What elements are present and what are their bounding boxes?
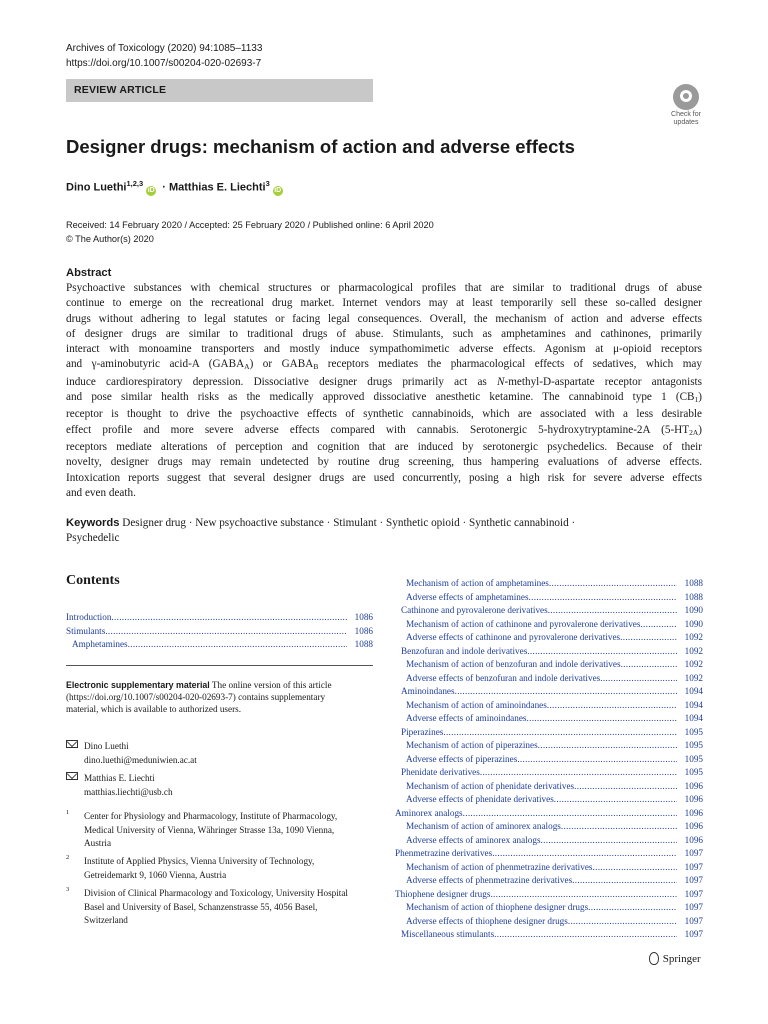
- email-icon: [66, 740, 78, 748]
- author-name[interactable]: Dino Luethi: [66, 181, 127, 194]
- toc-leader-dots: [492, 847, 677, 861]
- subscript: 2A: [689, 427, 699, 437]
- abstract-line: drugs without adhering to legal statutes or facing legal consequences. Overall, the mechanism of action and adverse effects: [66, 312, 702, 325]
- toc-entry-title: Aminorex analogs: [395, 807, 463, 818]
- toc-entry-page: 1095: [684, 740, 703, 750]
- toc-entry-title: Mechanism of action of benzofuran and indole derivatives: [406, 659, 621, 669]
- toc-leader-dots: [494, 928, 677, 942]
- toc-leader-dots: [568, 915, 677, 929]
- toc-entry-page: 1092: [684, 632, 703, 642]
- journal-header: [66, 41, 262, 71]
- toc-entry[interactable]: [395, 672, 703, 686]
- abstract-line: [66, 423, 702, 440]
- toc-entry-title: Mechanism of action of phenidate derivatives: [406, 780, 575, 791]
- abstract-text: ) or GABA: [249, 358, 314, 371]
- author-affiliation-ref: 1,2,3: [126, 179, 144, 188]
- toc-entry-title: Adverse effects of benzofuran and indole derivatives: [406, 672, 601, 683]
- toc-entry-page: 1092: [684, 672, 703, 683]
- affiliation-number: 2: [66, 854, 70, 861]
- article-type-badge: [66, 79, 373, 102]
- keywords-label: Keywords: [66, 517, 120, 529]
- check-updates-line1: Check for: [671, 111, 701, 118]
- toc-leader-dots: [105, 625, 347, 639]
- toc-entry-page: 1094: [684, 699, 703, 710]
- toc-entry-title: Benzofuran and indole derivatives: [401, 645, 528, 656]
- abstract-body: [66, 281, 702, 501]
- subscript: 1: [694, 395, 699, 405]
- abstract-line: Psychoactive substances with chemical structures or pharmacological profiles that are similar to traditional drugs of abuse: [66, 282, 702, 294]
- contact-name: Matthias E. Liechti: [84, 773, 155, 783]
- toc-entry-page: 1097: [684, 915, 703, 926]
- toc-entry-title: Introduction: [66, 612, 112, 622]
- toc-entry[interactable]: [395, 820, 703, 834]
- toc-leader-dots: [111, 611, 347, 625]
- toc-entry-page: 1097: [684, 929, 703, 939]
- toc-entry[interactable]: [395, 874, 703, 888]
- toc-entry-title: Aminoindanes: [401, 686, 455, 696]
- toc-entry[interactable]: [395, 699, 703, 713]
- toc-entry-page: 1097: [684, 902, 703, 912]
- toc-entry[interactable]: [395, 739, 703, 753]
- toc-entry-page: 1095: [684, 767, 703, 777]
- author-name[interactable]: Matthias E. Liechti: [168, 181, 266, 194]
- abstract-line: of designer drugs are similar to traditional drugs of abuse. Stimulants, such as amphetamines and cathinones, primarily: [66, 327, 702, 340]
- toc-entry-title: Mechanism of action of piperazines: [406, 740, 538, 750]
- affiliation-number: 3: [66, 886, 70, 893]
- toc-entry[interactable]: [66, 625, 373, 639]
- toc-entry[interactable]: [395, 766, 703, 780]
- affiliation-text: Center for Physiology and Pharmacology, Institute of Pharmacology, Medical University of Vienna, Währinger Strasse 13a, 1090 Vienna, Austria: [84, 811, 338, 848]
- toc-entry[interactable]: [395, 658, 703, 672]
- subscript: B: [313, 362, 319, 372]
- toc-leader-dots: [621, 658, 677, 672]
- toc-leader-dots: [620, 631, 677, 645]
- toc-leader-dots: [128, 638, 347, 652]
- toc-leader-dots: [588, 901, 677, 915]
- toc-entry-title: Adverse effects of aminorex analogs: [406, 834, 541, 845]
- abstract-line: [66, 375, 702, 390]
- check-for-updates-button[interactable]: [665, 84, 707, 126]
- abstract-text: and pose similar health risks as the medically approved dissociative anesthetic ketamine. The cannabinoid type 1 (CB: [66, 391, 695, 404]
- keywords-text: Psychedelic: [66, 532, 120, 545]
- toc-entry-page: 1096: [684, 794, 703, 804]
- affiliation-number: 1: [66, 809, 70, 816]
- toc-entry-title: Adverse effects of phenmetrazine derivatives: [406, 875, 573, 885]
- toc-entry-page: 1096: [684, 821, 703, 831]
- abstract-text: receptors mediates the pharmacological effects of sedatives, which may: [318, 358, 702, 371]
- abstract-line: receptor is thought to drive the psychoactive effects of synthetic cannabinoids, which are associated with a less desirable: [66, 408, 702, 421]
- toc-entry-title: Mechanism of action of cathinone and pyrovalerone derivatives: [406, 618, 641, 629]
- check-updates-icon: [673, 84, 699, 110]
- toc-entry-title: Mechanism of action of aminorex analogs: [406, 821, 561, 831]
- toc-leader-dots: [572, 874, 677, 888]
- publisher-name: Springer: [662, 953, 701, 965]
- toc-entry[interactable]: [395, 901, 703, 915]
- contact-author[interactable]: [66, 771, 366, 799]
- toc-leader-dots: [490, 888, 677, 902]
- abstract-text: and γ-aminobutyric acid-A (GABA: [66, 358, 245, 371]
- toc-entry-page: 1092: [684, 645, 703, 656]
- toc-entry-title: Mechanism of action of amphetamines: [406, 578, 549, 588]
- toc-leader-dots: [455, 685, 677, 699]
- affiliation-text: Division of Clinical Pharmacology and Toxicology, University Hospital Basel and University of Basel, Schanzenstrasse 55, 4056 Basel, Switzerland: [84, 888, 348, 925]
- toc-entry[interactable]: [395, 793, 703, 807]
- abstract-line: continue to emerge on the recreational drug market. Internet vendors may at least temporarily sell these so-called designer: [66, 297, 702, 310]
- abstract-italic: N: [497, 375, 505, 388]
- article-type-label: REVIEW ARTICLE: [74, 84, 167, 96]
- toc-leader-dots: [527, 645, 677, 659]
- orcid-icon[interactable]: iD: [274, 186, 282, 194]
- toc-entry-title: Piperazines: [401, 726, 444, 737]
- toc-entry-title: Miscellaneous stimulants: [401, 929, 495, 939]
- abstract-heading: Abstract: [66, 267, 112, 279]
- toc-entry-page: 1096: [684, 780, 703, 791]
- author-separator: ·: [162, 181, 166, 194]
- abstract-text: induce cardiorespiratory depression. Dissociative designer drugs primarily act as: [66, 375, 498, 388]
- affiliation: [66, 855, 366, 883]
- toc-leader-dots: [527, 712, 677, 726]
- abstract-line: [66, 390, 702, 407]
- toc-entry-page: 1088: [354, 639, 373, 649]
- toc-entry-title: Adverse effects of aminoindanes: [406, 713, 527, 723]
- toc-entry-title: Stimulants: [66, 625, 106, 636]
- affiliation: [66, 887, 366, 929]
- toc-entry[interactable]: [395, 712, 703, 726]
- toc-leader-dots: [574, 780, 677, 794]
- toc-leader-dots: [538, 739, 677, 753]
- toc-leader-dots: [640, 618, 677, 632]
- toc-entry-page: 1095: [684, 753, 703, 764]
- toc-entry-page: 1097: [684, 888, 703, 899]
- toc-entry-page: 1086: [354, 625, 373, 636]
- abstract-text: -methyl-D-aspartate receptor antagonists: [504, 375, 703, 388]
- toc-leader-dots: [517, 753, 677, 767]
- toc-entry[interactable]: [395, 645, 703, 659]
- abstract-line: interact with monoamine transporters and mostly induce sympathomimetic adverse effects. Agonism at μ-opioid receptors: [66, 343, 702, 356]
- contact-email[interactable]: dino.luethi@meduniwien.ac.at: [84, 755, 197, 765]
- toc-entry[interactable]: [395, 685, 703, 699]
- toc-entry-title: Adverse effects of piperazines: [406, 753, 518, 764]
- journal-doi[interactable]: https://doi.org/10.1007/s00204-020-02693-7: [66, 58, 262, 69]
- toc-entry[interactable]: [395, 753, 703, 767]
- orcid-icon[interactable]: iD: [147, 186, 155, 194]
- toc-entry[interactable]: [395, 807, 703, 821]
- email-icon: [66, 772, 78, 780]
- dates-line: Received: 14 February 2020 / Accepted: 25 February 2020 / Published online: 6 April 2020: [66, 220, 434, 230]
- toc-entry[interactable]: [395, 888, 703, 902]
- toc-leader-dots: [547, 699, 677, 713]
- toc-leader-dots: [443, 726, 677, 740]
- divider: [66, 665, 373, 666]
- toc-entry-page: 1097: [684, 875, 703, 885]
- toc-entry-page: 1086: [354, 612, 373, 622]
- toc-leader-dots: [463, 807, 677, 821]
- springer-horse-icon: [648, 952, 658, 964]
- esm-text: The online version of this article (https://doi.org/10.1007/s00204-020-02693-7) contains supplementary material, which is available to authorized users.: [66, 680, 332, 714]
- toc-entry-page: 1095: [684, 726, 703, 737]
- contact-email[interactable]: matthias.liechti@usb.ch: [84, 787, 173, 797]
- abstract-text: ): [698, 391, 702, 404]
- toc-leader-dots: [561, 820, 677, 834]
- toc-entry[interactable]: [395, 915, 703, 929]
- toc-entry[interactable]: [395, 847, 703, 861]
- toc-entry-page: 1094: [684, 686, 703, 696]
- affiliation: [66, 810, 366, 852]
- abstract-line: and even death.: [66, 486, 136, 499]
- publisher-logo: [648, 952, 701, 965]
- abstract-line: novelty, designer drugs may remain undetected by routine drug screening, thus hampering evaluations of adverse effects.: [66, 456, 702, 469]
- toc-entry-title: Phenidate derivatives: [401, 767, 480, 777]
- toc-entry-page: 1090: [684, 618, 703, 629]
- subscript: A: [244, 362, 250, 372]
- toc-entry[interactable]: [395, 631, 703, 645]
- keywords-text: Designer drug · New psychoactive substance · Stimulant · Synthetic opioid · Synthetic cannabinoid ·: [122, 517, 576, 529]
- toc-entry[interactable]: [66, 638, 373, 652]
- toc-entry-title: Adverse effects of cathinone and pyrovalerone derivatives: [406, 632, 621, 642]
- toc-entry-title: Cathinone and pyrovalerone derivatives: [401, 605, 548, 615]
- journal-citation: Archives of Toxicology (2020) 94:1085–1133: [66, 43, 263, 54]
- author-affiliation-ref: 3: [265, 179, 270, 188]
- toc-entry[interactable]: [395, 928, 703, 942]
- toc-leader-dots: [593, 861, 678, 875]
- toc-entry-page: 1096: [684, 834, 703, 845]
- abstract-text: ): [698, 423, 702, 436]
- toc-leader-dots: [480, 766, 677, 780]
- toc-entry[interactable]: [395, 604, 703, 618]
- toc-leader-dots: [549, 577, 677, 591]
- toc-leader-dots: [541, 834, 677, 848]
- toc-entry-title: Thiophene designer drugs: [395, 888, 491, 899]
- affiliation-text: Institute of Applied Physics, Vienna University of Technology, Getreidemarkt 9, 1060 Vienna, Austria: [84, 856, 315, 880]
- contents-heading: Contents: [66, 573, 120, 588]
- publication-dates: [66, 218, 434, 246]
- abstract-line: [66, 357, 702, 374]
- toc-entry-page: 1088: [684, 591, 703, 602]
- toc-entry-title: Adverse effects of thiophene designer drugs: [406, 915, 568, 926]
- toc-entry[interactable]: [395, 618, 703, 632]
- toc-left-column: [66, 611, 373, 652]
- toc-entry[interactable]: [395, 726, 703, 740]
- toc-entry-title: Phenmetrazine derivatives: [395, 848, 493, 858]
- toc-entry-title: Adverse effects of amphetamines: [406, 591, 529, 602]
- toc-entry[interactable]: [66, 611, 373, 625]
- toc-entry[interactable]: [395, 861, 703, 875]
- toc-entry-page: 1096: [684, 807, 703, 818]
- toc-entry-page: 1088: [684, 578, 703, 588]
- toc-entry-title: Mechanism of action of thiophene designer drugs: [406, 902, 589, 912]
- abstract-line: receptors mediate alterations of perception and cognition that are induced by serotonergic psychedelics. Because of their: [66, 440, 702, 453]
- toc-entry[interactable]: [395, 591, 703, 605]
- contact-name: Dino Luethi: [84, 741, 129, 751]
- article-title: Designer drugs: mechanism of action and adverse effects: [66, 136, 575, 157]
- contact-author[interactable]: [66, 739, 366, 767]
- abstract-text: effect profile and more severe adverse effects compared with cannabis. Serotonergic 5-hydroxytryptamine-2A (5-HT: [66, 423, 690, 436]
- author-list: [66, 179, 286, 196]
- toc-entry[interactable]: [395, 780, 703, 794]
- toc-entry[interactable]: [395, 834, 703, 848]
- supplementary-note: [66, 679, 342, 715]
- toc-leader-dots: [554, 793, 677, 807]
- abstract-line: Intoxication reports suggest that several designer drugs are used concurrently, posing a high risk for severe adverse effects: [66, 471, 702, 484]
- toc-right-column: [395, 577, 703, 942]
- toc-entry-page: 1092: [684, 659, 703, 669]
- toc-entry-title: Mechanism of action of aminoindanes: [406, 699, 547, 710]
- toc-leader-dots: [600, 672, 677, 686]
- copyright-line: © The Author(s) 2020: [66, 234, 154, 244]
- toc-entry-page: 1097: [684, 848, 703, 858]
- keywords: [66, 516, 702, 547]
- toc-entry[interactable]: [395, 577, 703, 591]
- toc-entry-title: Adverse effects of phenidate derivatives: [406, 794, 554, 804]
- toc-entry-page: 1090: [684, 605, 703, 615]
- toc-leader-dots: [548, 604, 677, 618]
- toc-entry-title: Mechanism of action of phenmetrazine derivatives: [406, 861, 593, 872]
- toc-entry-page: 1094: [684, 713, 703, 723]
- check-updates-line2: updates: [673, 119, 699, 126]
- toc-leader-dots: [529, 591, 677, 605]
- esm-label: Electronic supplementary material: [66, 680, 210, 690]
- toc-entry-title: Amphetamines: [72, 639, 128, 649]
- toc-entry-page: 1097: [684, 861, 703, 872]
